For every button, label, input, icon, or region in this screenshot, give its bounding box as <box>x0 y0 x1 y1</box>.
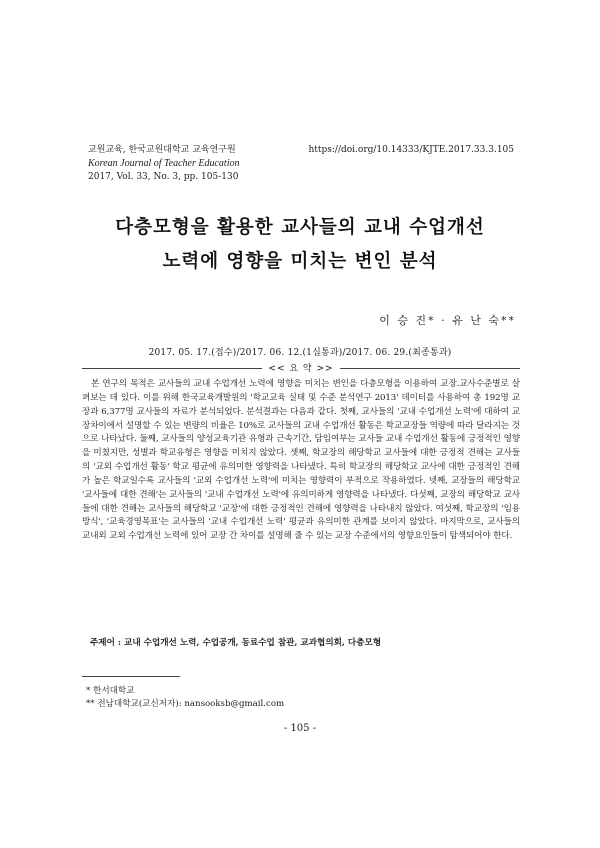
citation-line: 2017, Vol. 33, No. 3, pp. 105-130 <box>88 172 239 182</box>
summary-label-wrap <box>82 361 520 374</box>
submission-dates: 2017. 05. 17.(접수)/2017. 06. 12.(1심통과)/2017. 06. 29.(최종통과) <box>148 348 452 358</box>
authors: 이 승 진* · 유 난 숙** <box>379 314 516 327</box>
paper-title-line-2: 노력에 영향을 미치는 변인 분석 <box>162 251 438 272</box>
summary-divider <box>82 362 520 374</box>
abstract-body: 본 연구의 목적은 교사들의 교내 수업개선 노력에 영향을 미치는 변인을 다층모형을 이용하여 교장․교사수준별로 살펴보는 데 있다. 이를 위해 한국교육개발원의 '학교교육 실태 및 수준 분석연구 2013' 데이터를 사용하여 총 192명 교장과 6,377명 교사들의 자료가 분석되었다. 분석결과는 다음과 같다. 첫째, 교사들의 '교내 수업개선 노력'에 대하여 교장차이에서 설명할 수 있는 변량의 비율은 10%로 교사들의 교내 수업개선 활동은 학교교장들 역량에 따라 달라지는 것으로 나타났다. 둘째, 교사들의 양성교육기관 유형과 근속기간, 담임여부는 교사들 교내 수업개선 활동에 긍정적인 영향을 미쳤지만, 성별과 학교유형은 영향을 미치지 않았다. 셋째, 학교장의 해당학교 교사들에 대한 긍정적 견해는 교사들의 '교외 수업개선 활동' 학교 평균에 유의미한 영향력을 나타냈다. 특히 학교장의 해당학교 교사에 대한 긍정적인 견해가 높은 학교일수록 교사들의 '교외 수업개선 노력'에 미치는 영향력이 부적으로 작용하였다. 넷째, 교장들의 해당학교 '교사들에 대한 견해'는 교사들의 '교내 수업개선 노력'에 유의미하게 영향력을 나타냈다. 다섯째, 교장의 해당학교 교사들에 대한 견해는 교사들의 해당학교 '교장'에 대한 긍정적인 견해에 영향력을 나타내지 않았다. 여섯째, 학교장의 '임용방식', '교육경영목표'는 교사들의 '교내 수업개선 노력' 평균과 유의미한 관계를 보이지 않았다. 마지막으로, 교사들의 교내외 교외 수업개선 노력에 있어 교장 간 차이를 설명해 줄 수 있는 교장 수준에서의 영향요인들이 탐색되어야 한다. <box>82 379 520 542</box>
footnote-rule <box>82 676 180 677</box>
page-number: - 105 - <box>283 723 317 734</box>
paper-title-line-1: 다층모형을 활용한 교사들의 교내 수업개선 <box>115 217 485 238</box>
footnote-affiliation-1: * 한서대학교 <box>86 686 135 696</box>
publisher-line: 교원교육, 한국교원대학교 교육연구원 <box>88 145 236 155</box>
summary-label: << 요 약 >> <box>262 364 339 374</box>
doi-link[interactable]: https://doi.org/10.14333/KJTE.2017.33.3.105 <box>308 145 514 155</box>
journal-english-title: Korean Journal of Teacher Education <box>88 158 240 169</box>
keywords: 주제어 : 교내 수업개선 노력, 수업공개, 동료수업 참관, 교과협의회, 다층모형 <box>90 638 382 648</box>
footnote-affiliation-2: ** 전남대학교(교신저자): nansooksb@gmail.com <box>86 699 285 709</box>
